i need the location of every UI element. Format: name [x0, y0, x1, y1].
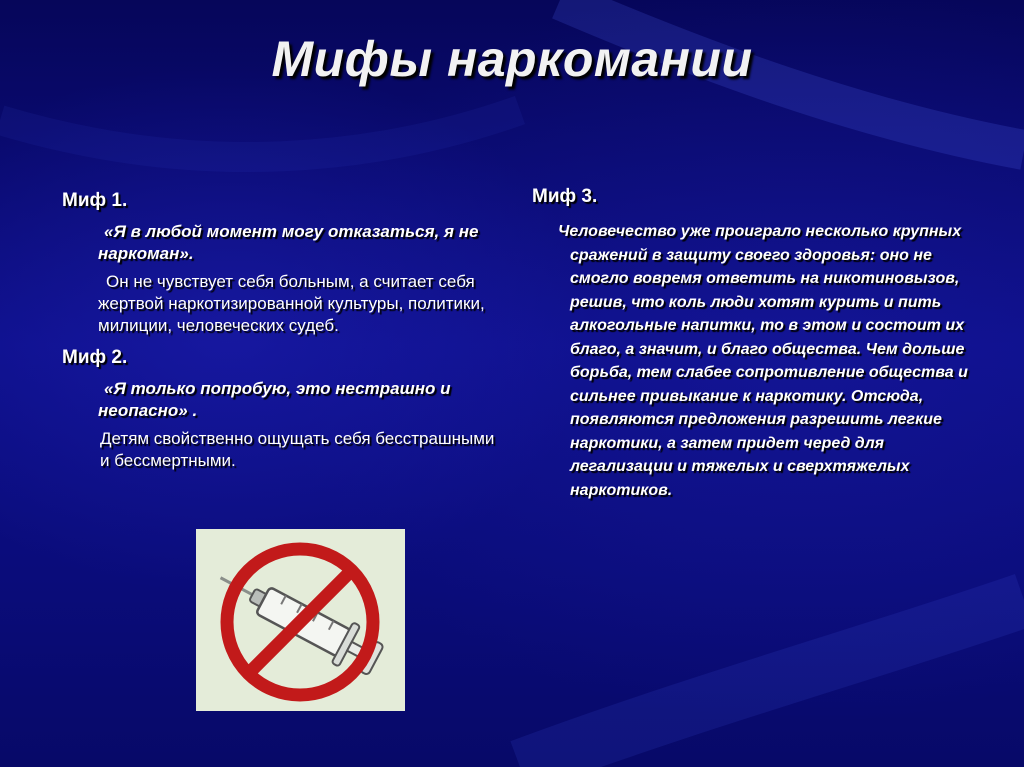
myth-3-text: Человечество уже проиграло несколько крупных сражений в защиту своего здоровья: оно не смогло вовремя ответить на никотиновызов, решив, что коль люди хотят курить и пить алкогольные напитки, то в этом и состоит их благо, а значит, и благо общества. Чем дольше борьба, тем слабее сопротивление общества и сильнее привыкание к наркотику. Отсюда, появляются предложения разрешить легкие наркотики, а затем придет черед для легализации и тяжелых и сверхтяжелых наркотиков.: [558, 223, 968, 499]
myth-2-description: Детям свойственно ощущать себя бесстрашными и бессмертными.: [100, 429, 495, 470]
myth-3-heading: Миф 3.: [532, 186, 598, 207]
myth-1-quote: «Я в любой момент могу отказаться, я не наркоман».: [98, 222, 479, 263]
myth-2-quote: «Я только попробую, это нестрашно и неопасно» .: [98, 379, 451, 420]
myth-2-heading: Миф 2.: [62, 347, 128, 368]
no-syringe-sign-icon: [196, 529, 405, 711]
left-column: [62, 190, 502, 482]
myth-1-heading: Миф 1.: [62, 190, 128, 211]
right-column: [532, 186, 972, 502]
page-title: Мифы наркомании: [271, 31, 753, 87]
no-syringe-image: [196, 529, 405, 711]
myth-1-description: Он не чувствует себя больным, а считает себя жертвой наркотизированной культуры, политики, милиции, человеческих судеб.: [98, 272, 485, 335]
